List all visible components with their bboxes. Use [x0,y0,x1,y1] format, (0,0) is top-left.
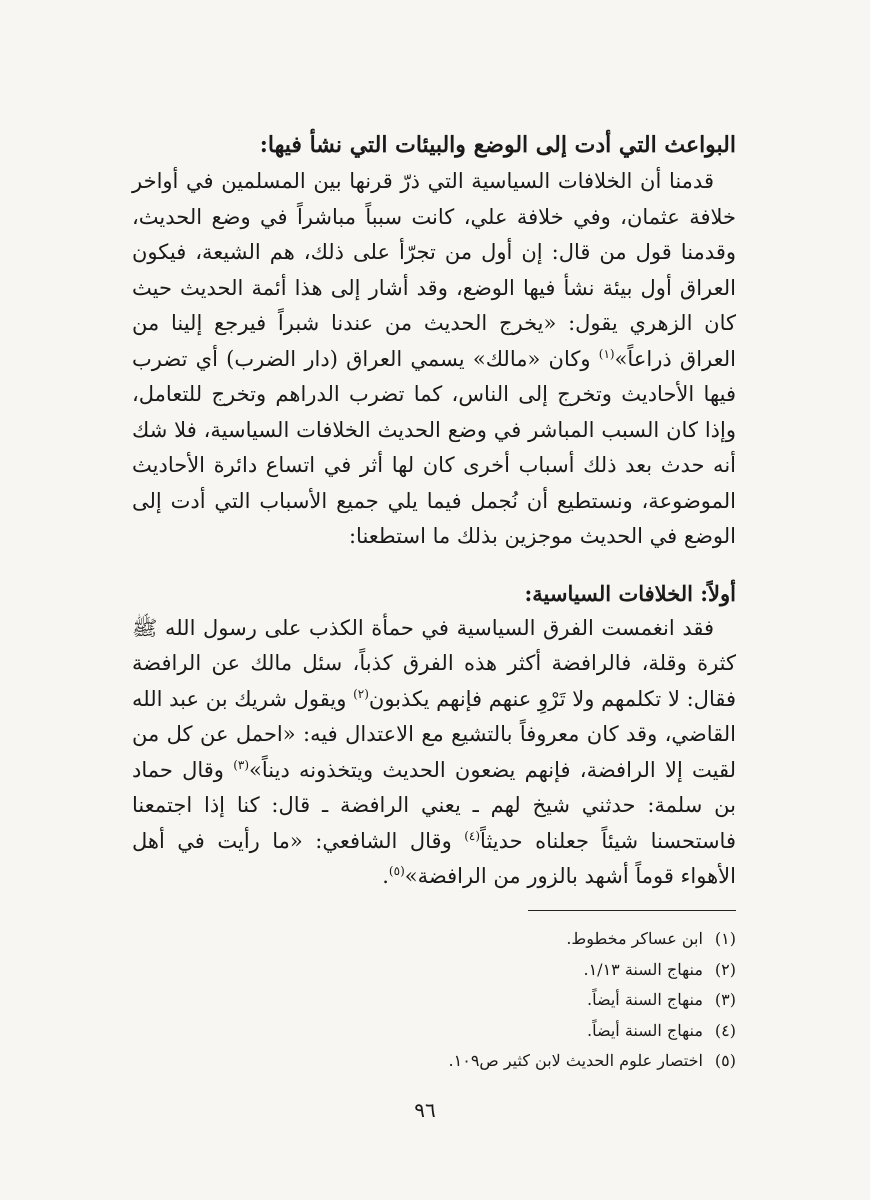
footnote-text: اختصار علوم الحديث لابن كثير ص١٠٩. [448,1051,703,1070]
section-title-political-disputes: أولاً: الخلافات السياسية: [524,580,736,606]
footnote-item [300,1016,736,1047]
footnote-divider [528,910,736,911]
footnote-item [300,924,736,955]
chapter-heading: البواعث التي أدت إلى الوضع والبيئات التي نشأ فيها: [259,132,736,158]
footnote-number: (٢) [714,959,736,979]
footnote-ref-1[interactable]: (١) [598,346,615,361]
paragraph-1 [132,164,736,555]
paragraph-1-text-b: وكان «مالك» يسمي العراق (دار الضرب) أي تضرب فيها الأحاديث وتخرج إلى الناس، كما تضرب الدراهم وتخرج للتعامل، وإذا كان السبب المباشر في وضع الحديث الخلافات السياسية، فلا شك أنه حدث بعد ذلك أسباب أخرى كان لها أثر في اتساع دائرة الأحاديث الموضوعة، ونستطيع أن نُجمل فيما يلي جميع الأسباب التي أدت إلى الوضع في الحديث موجزين بذلك ما استطعنا: [132,346,736,548]
footnote-text: منهاج السنة أيضاً. [587,990,703,1009]
paragraph-2-text-c: وقال حماد بن سلمة: حدثني شيخ لهم ـ يعني الرافضة ـ قال: كنا إذا اجتمعنا فاستحسنا شيئاً جعلناه حديثاً [132,757,736,853]
footnote-text: منهاج السنة ١/١٣. [583,959,703,979]
footnote-item [300,985,736,1016]
page-number: ٩٦ [414,1098,436,1122]
paragraph-2 [132,611,736,895]
paragraph-2-text-b: ويقول شريك بن عبد الله القاضي، وقد كان معروفاً بالتشيع مع الاعتدال فيه: «احمل عن كل من لقيت إلا الرافضة، فإنهم يضعون الحديث ويتخذونه ديناً» [132,686,737,782]
footnotes-list [300,924,736,1077]
footnote-ref-4[interactable]: (٤) [464,828,481,843]
main-text [132,128,736,895]
footnote-item [300,1046,736,1077]
footnote-ref-3[interactable]: (٣) [233,757,250,772]
footnote-item [300,955,736,986]
paragraph-2-text-a: فقد انغمست الفرق السياسية في حمأة الكذب على رسول الله ﷺ كثرة وقلة، فالرافضة أكثر هذه الفرق كذباً، سئل مالك عن الرافضة فقال: لا تكلمهم ولا تَرْوِ عنهم فإنهم يكذبون [132,615,736,711]
paragraph-2-text-e: . [382,864,389,888]
footnote-ref-2[interactable]: (٢) [353,686,369,701]
footnote-number: (٣) [714,990,736,1009]
footnote-text: ابن عساكر مخطوط. [566,929,703,948]
footnote-number: (٤) [714,1020,736,1040]
footnote-number: (٥) [714,1051,736,1070]
footnote-ref-5[interactable]: (٥) [388,864,405,878]
footnote-text: منهاج السنة أيضاً. [587,1020,703,1040]
paragraph-1-text-a: قدمنا أن الخلافات السياسية التي ذرّ قرنها بين المسلمين في أواخر خلافة عثمان، وفي خلافة علي، كانت سبباً مباشراً في وضع الحديث، وقدمنا قول من قال: إن أول من تجرّأ على ذلك، هم الشيعة، فيكون العراق أول بيئة نشأ فيها الوضع، وقد أشار إلى هذا أئمة الحديث حيث كان الزهري يقول: «يخرج الحديث من عندنا شبراً فيرجع إلينا من العراق ذراعاً» [132,169,736,371]
paragraph-2-text-d: وقال الشافعي: «ما رأيت في أهل الأهواء قوماً أشهد بالزور من الرافضة» [132,828,736,888]
footnote-number: (١) [714,929,736,948]
